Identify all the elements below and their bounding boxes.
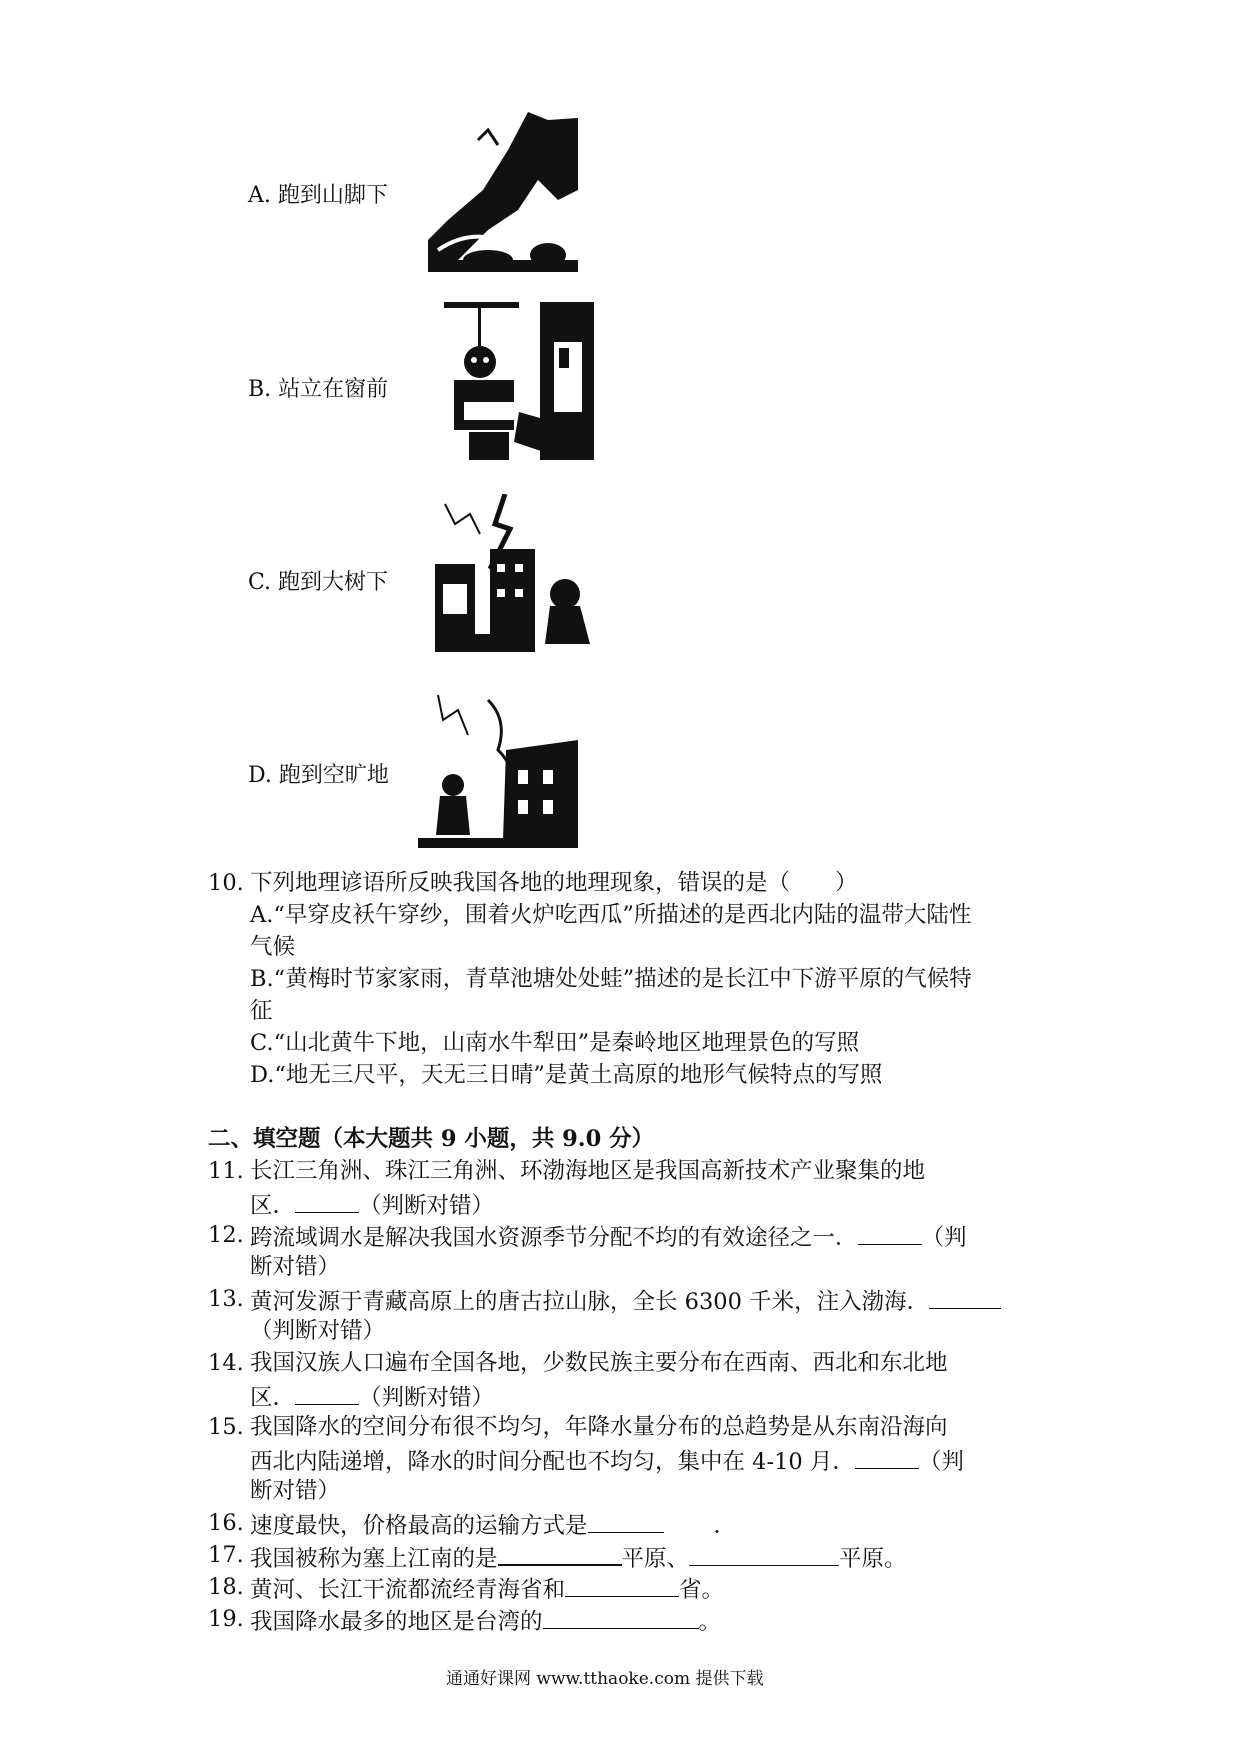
section-2-heading: 二、填空题（本大题共 9 小题，共 9.0 分） xyxy=(208,1126,655,1152)
answer-blank[interactable] xyxy=(858,1224,922,1245)
question-16-line: 速度最快，价格最高的运输方式是 ． xyxy=(250,1513,737,1539)
question-10-option-a-line2: 气候 xyxy=(250,934,296,960)
page-footer: 通通好课网 www.tthaoke.com 提供下载 xyxy=(446,1669,764,1689)
question-12-line1: 跨流域调水是解决我国水资源季节分配不均的有效途径之一． （判 xyxy=(250,1225,967,1251)
question-11-line1: 长江三角洲、珠江三角洲、环渤海地区是我国高新技术产业聚集的地 xyxy=(250,1158,926,1184)
question-10-option-c: C.“山北黄牛下地，山南水牛犁田”是秦岭地区地理景色的写照 xyxy=(250,1030,860,1056)
answer-blank[interactable] xyxy=(588,1512,664,1533)
window-illustration xyxy=(444,302,594,460)
tree-lightning-illustration xyxy=(435,494,605,652)
question-15-line2: 西北内陆递增，降水的时间分配也不均匀，集中在 4-10 月． （判 xyxy=(250,1449,964,1475)
question-17-number: 17. xyxy=(208,1542,244,1568)
answer-blank[interactable] xyxy=(855,1448,919,1469)
question-19-number: 19. xyxy=(208,1606,244,1632)
answer-blank[interactable] xyxy=(498,1544,622,1566)
question-10-option-a-line1: A.“早穿皮袄午穿纱，围着火炉吃西瓜”所描述的是西北内陆的温带大陆性 xyxy=(250,902,972,928)
question-14-line1: 我国汉族人口遍布全国各地，少数民族主要分布在西南、西北和东北地 xyxy=(250,1350,948,1376)
question-18-line: 黄河、长江干流都流经青海省和 省。 xyxy=(250,1577,725,1603)
answer-blank[interactable] xyxy=(295,1384,359,1405)
question-10-stem: 下列地理谚语所反映我国各地的地理现象，错误的是（ ） xyxy=(250,870,858,896)
question-10-option-b-line1: B.“黄梅时节家家雨，青草池塘处处蛙”描述的是长江中下游平原的气候特 xyxy=(250,966,972,992)
answer-blank[interactable] xyxy=(543,1608,699,1629)
question-14-number: 14. xyxy=(208,1350,244,1376)
question-17-line: 我国被称为塞上江南的是 平原、 平原。 xyxy=(250,1546,907,1572)
question-13-number: 13. xyxy=(208,1286,244,1312)
question-14-line2: 区． （判断对错） xyxy=(250,1385,495,1411)
question-11-number: 11. xyxy=(208,1158,244,1184)
question-12-number: 12. xyxy=(208,1222,244,1248)
landslide-illustration xyxy=(428,110,578,272)
option-b-label: B. 站立在窗前 xyxy=(248,377,389,402)
option-c-label: C. 跑到大树下 xyxy=(248,570,389,595)
question-18-number: 18. xyxy=(208,1574,244,1600)
question-15-line3: 断对错） xyxy=(250,1478,341,1504)
question-10-number: 10. xyxy=(208,870,244,896)
option-d-label: D. 跑到空旷地 xyxy=(248,763,389,788)
question-15-number: 15. xyxy=(208,1414,244,1440)
answer-blank[interactable] xyxy=(689,1545,839,1566)
option-a-label: A. 跑到山脚下 xyxy=(248,183,388,208)
answer-blank[interactable] xyxy=(565,1576,679,1597)
question-13-line2: （判断对错） xyxy=(250,1318,386,1344)
question-11-line2: 区． （判断对错） xyxy=(250,1193,495,1219)
answer-blank[interactable] xyxy=(295,1192,359,1213)
open-field-illustration xyxy=(418,690,578,848)
question-13-line1: 黄河发源于青藏高原上的唐古拉山脉，全长 6300 千米，注入渤海． xyxy=(250,1288,1001,1314)
question-16-number: 16. xyxy=(208,1510,244,1536)
question-19-line: 我国降水最多的地区是台湾的 。 xyxy=(250,1609,722,1635)
question-10-option-d: D.“地无三尺平，天无三日晴”是黄土高原的地形气候特点的写照 xyxy=(250,1062,883,1088)
question-10-option-b-line2: 征 xyxy=(250,998,273,1024)
question-12-line2: 断对错） xyxy=(250,1254,341,1280)
question-15-line1: 我国降水的空间分布很不均匀，年降水量分布的总趋势是从东南沿海向 xyxy=(250,1414,948,1440)
answer-blank[interactable] xyxy=(929,1288,1001,1309)
